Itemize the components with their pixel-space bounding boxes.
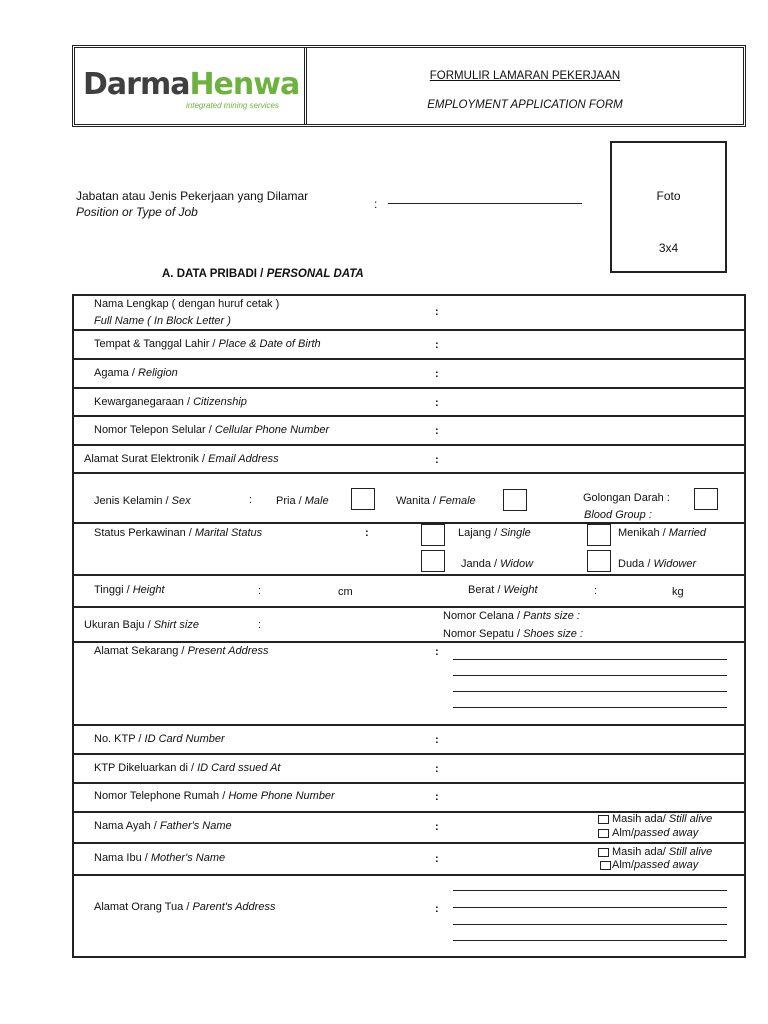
birth-field[interactable]: [445, 332, 740, 356]
company-logo: DarmaHenwa: [83, 67, 300, 102]
birth-colon: :: [435, 339, 439, 351]
form-title-en: EMPLOYMENT APPLICATION FORM: [427, 99, 623, 111]
married-checkbox[interactable]: [587, 524, 611, 546]
full-name-label-en: Full Name ( In Block Letter ): [94, 315, 231, 327]
mother-passed-checkbox[interactable]: [600, 861, 611, 870]
present-address-line-4[interactable]: [453, 707, 727, 708]
religion-label: Agama / Religion: [94, 367, 178, 379]
sex-colon: :: [249, 494, 253, 506]
male-checkbox[interactable]: [351, 488, 375, 510]
row-divider: [72, 329, 746, 331]
home-phone-colon: :: [435, 791, 439, 803]
present-address-line-3[interactable]: [453, 691, 727, 692]
id-card-colon: :: [435, 734, 439, 746]
shoes-size-label: Nomor Sepatu / Shoes size :: [443, 628, 584, 640]
citizenship-colon: :: [435, 397, 439, 409]
position-label-en: Position or Type of Job: [76, 205, 198, 219]
weight-field[interactable]: [604, 580, 668, 602]
shirt-size-field[interactable]: [268, 612, 428, 638]
row-divider: [72, 522, 746, 524]
birth-label: Tempat & Tanggal Lahir / Place & Date of Birth: [94, 338, 321, 350]
single-label: Lajang / Single: [458, 527, 531, 539]
mother-alive-checkbox[interactable]: [598, 848, 609, 857]
widow-label: Janda / Widow: [461, 558, 534, 570]
father-name-colon: :: [435, 821, 439, 833]
logo-tagline: integrated mining services: [186, 101, 279, 110]
row-divider: [72, 358, 746, 360]
citizenship-field[interactable]: [445, 390, 740, 413]
mother-name-colon: :: [435, 853, 439, 865]
email-colon: :: [435, 454, 439, 466]
photo-box[interactable]: [610, 141, 727, 273]
present-address-label: Alamat Sekarang / Present Address: [94, 645, 269, 657]
weight-label: Berat / Weight: [468, 584, 538, 596]
id-issued-label: KTP Dikeluarkan di / ID Card ssued At: [94, 762, 281, 774]
religion-colon: :: [435, 368, 439, 380]
section-a-title: A. DATA PRIBADI / PERSONAL DATA: [162, 268, 364, 280]
single-checkbox[interactable]: [421, 524, 445, 546]
father-name-field[interactable]: [445, 815, 590, 840]
row-divider: [72, 724, 746, 726]
full-name-label-id: Nama Lengkap ( dengan huruf cetak ): [94, 298, 280, 310]
id-issued-field[interactable]: [445, 757, 740, 780]
male-label: Pria / Male: [276, 495, 329, 507]
position-colon: :: [374, 197, 378, 211]
widow-checkbox[interactable]: [421, 550, 445, 572]
form-header: [72, 45, 746, 127]
parents-address-line-4[interactable]: [453, 940, 727, 941]
full-name-field[interactable]: [445, 298, 740, 326]
home-phone-label: Nomor Telephone Rumah / Home Phone Number: [94, 790, 335, 802]
row-divider: [72, 641, 746, 643]
shirt-size-colon: :: [258, 619, 262, 631]
weight-unit: kg: [672, 586, 684, 598]
blood-group-label-id: Golongan Darah :: [583, 492, 670, 504]
parents-address-colon: :: [435, 903, 439, 915]
marital-label: Status Perkawinan / Marital Status: [94, 527, 263, 539]
height-label: Tinggi / Height: [94, 584, 165, 596]
father-name-label: Nama Ayah / Father's Name: [94, 820, 232, 832]
present-address-line-1[interactable]: [453, 659, 727, 660]
present-address-line-2[interactable]: [453, 675, 727, 676]
weight-colon: :: [594, 585, 598, 597]
blood-group-label-en: Blood Group :: [584, 509, 652, 521]
id-card-label: No. KTP / ID Card Number: [94, 733, 225, 745]
row-divider: [72, 782, 746, 784]
sex-label: Jenis Kelamin / Sex: [94, 495, 191, 507]
home-phone-field[interactable]: [445, 786, 740, 809]
height-field[interactable]: [268, 580, 334, 602]
row-divider: [72, 472, 746, 474]
blood-group-box[interactable]: [694, 488, 718, 510]
photo-size: 3x4: [658, 241, 679, 255]
row-divider: [72, 874, 746, 876]
photo-label: Foto: [656, 189, 681, 203]
widower-checkbox[interactable]: [587, 550, 611, 572]
row-divider: [72, 387, 746, 389]
mother-name-label: Nama Ibu / Mother's Name: [94, 852, 226, 864]
cell-phone-colon: :: [435, 425, 439, 437]
position-input-line[interactable]: [388, 203, 582, 204]
parents-address-line-2[interactable]: [453, 907, 727, 908]
height-unit: cm: [338, 586, 353, 598]
position-label-id: Jabatan atau Jenis Pekerjaan yang Dilamar: [76, 189, 309, 203]
cell-phone-field[interactable]: [445, 418, 740, 442]
email-field[interactable]: [445, 447, 740, 470]
shirt-size-label: Ukuran Baju / Shirt size: [84, 619, 199, 631]
female-checkbox[interactable]: [503, 489, 527, 511]
row-divider: [72, 415, 746, 417]
row-divider: [72, 842, 746, 844]
mother-alive-label: Masih ada/ Still alive: [612, 846, 713, 858]
height-colon: :: [258, 585, 262, 597]
father-passed-checkbox[interactable]: [598, 829, 609, 838]
parents-address-line-3[interactable]: [453, 924, 727, 925]
present-address-colon: :: [435, 646, 439, 658]
id-card-field[interactable]: [445, 728, 740, 751]
mother-name-field[interactable]: [445, 847, 590, 872]
row-divider: [72, 606, 746, 608]
header-divider: [304, 48, 307, 124]
email-label: Alamat Surat Elektronik / Email Address: [84, 453, 279, 465]
form-title-id: FORMULIR LAMARAN PEKERJAAN: [429, 70, 621, 82]
father-alive-label: Masih ada/ Still alive: [612, 813, 713, 825]
parents-address-line-1[interactable]: [453, 890, 727, 891]
religion-field[interactable]: [445, 361, 740, 385]
row-divider: [72, 753, 746, 755]
row-divider: [72, 574, 746, 576]
citizenship-label: Kewarganegaraan / Citizenship: [94, 396, 247, 408]
pants-size-label: Nomor Celana / Pants size :: [443, 610, 580, 622]
parents-address-label: Alamat Orang Tua / Parent's Address: [94, 901, 276, 913]
cell-phone-label: Nomor Telepon Selular / Cellular Phone Number: [94, 424, 330, 436]
mother-passed-label: Alm/passed away: [612, 859, 699, 871]
full-name-colon: :: [435, 306, 439, 318]
row-divider: [72, 444, 746, 446]
id-issued-colon: :: [435, 763, 439, 775]
female-label: Wanita / Female: [396, 495, 476, 507]
marital-colon: :: [365, 527, 369, 539]
father-passed-label: Alm/passed away: [612, 827, 699, 839]
widower-label: Duda / Widower: [618, 558, 697, 570]
married-label: Menikah / Married: [618, 527, 707, 539]
father-alive-checkbox[interactable]: [598, 815, 609, 824]
